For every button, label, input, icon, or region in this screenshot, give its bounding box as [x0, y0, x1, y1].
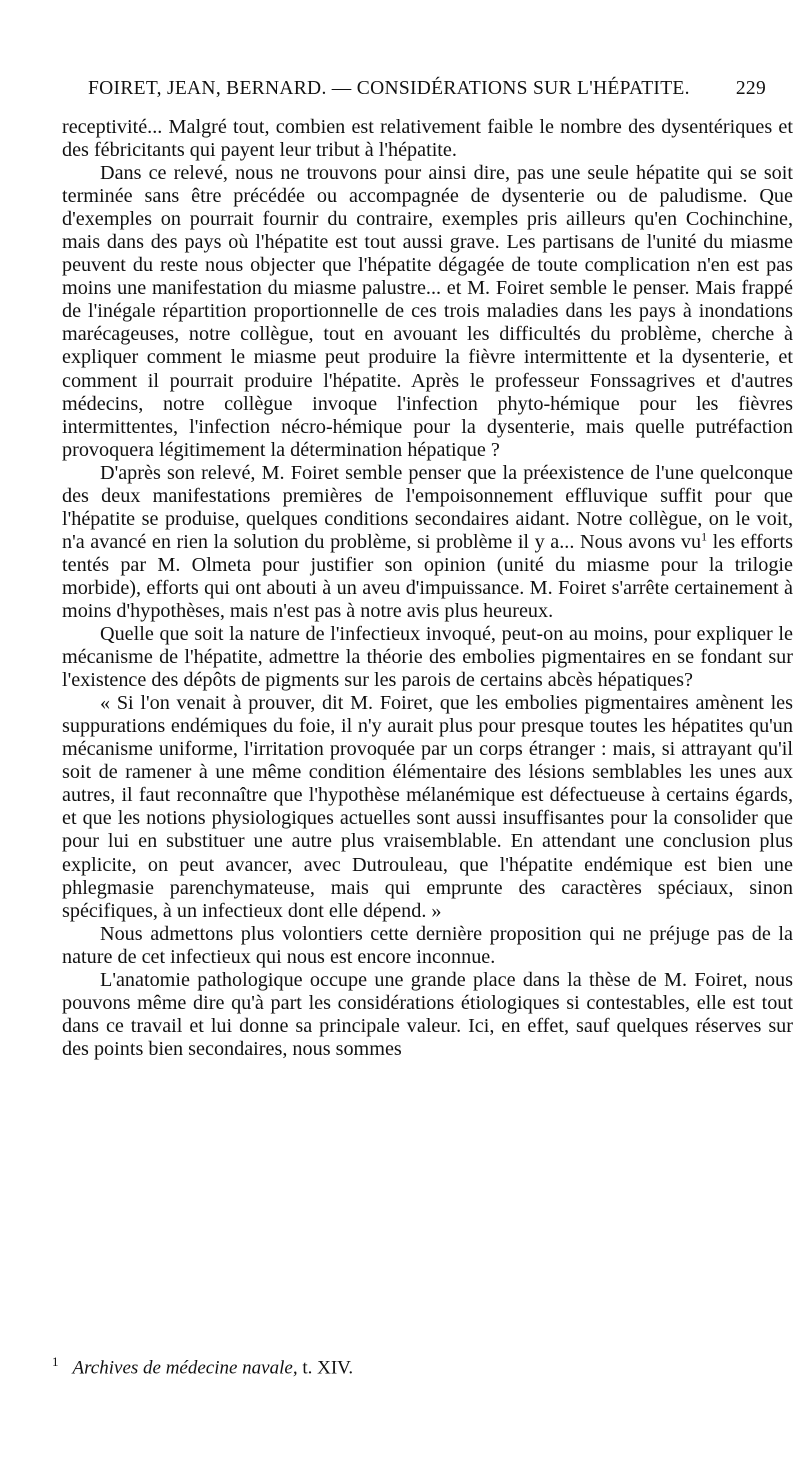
paragraph-5-quotation: « Si l'on venait à prouver, dit M. Foiret, que les embolies pigmentaires amènent les suppurations endémiques du foie, il n'y aurait plus pour presque toutes les hépatites qu'un mécanisme uniforme, l'irritation provoquée par un corps étranger : mais, si attrayant qu'il soit de ramener à une même condition élémentaire des lésions semblables les unes aux autres, il faut reconnaître que l'hypothèse mélanémique est défectueuse à certains égards, et que les notions physiologiques actuelles sont aussi insuffisantes pour la consolider que pour lui en substituer une autre plus vraisemblable. En attendant une conclusion plus explicite, on peut avancer, avec Dutrouleau, que l'hépatite endémique est bien une phlegmasie parenchymateuse, mais qui emprunte des caractères spéciaux, sinon spécifiques, à un infectieux dont elle dépend. »: [62, 692, 793, 922]
running-title: FOIRET, JEAN, BERNARD. — CONSIDÉRATIONS SUR L'HÉPATITE.: [88, 78, 690, 99]
paragraph-3-text-continued: les efforts tentés par M. Olmeta pour justifier son opinion (unité du miasme pour la trilogie morbide), efforts qui ont abouti à un aveu d'impuissance. M. Foiret s'arrête certainement à moins d'hypothèses, mais n'est pas à notre avis plus heureux.: [62, 530, 793, 622]
running-header: [88, 78, 766, 100]
paragraph-4: Quelle que soit la nature de l'infectieux invoqué, peut-on au moins, pour expliquer le mécanisme de l'hépatite, admettre la théorie des embolies pigmentaires en se fondant sur l'existence des dépôts de pigments sur les parois de certains abcès hépatiques?: [62, 623, 793, 692]
paragraph-3-text: D'après son relevé, M. Foiret semble penser que la préexistence de l'une quelconque des deux manifestations premières de l'empoisonnement effluvique suffit pour que l'hépatite se produise, quelques conditions secondaires aidant. Notre collègue, on le voit, n'a avancé en rien la solution du problème, si problème il y a... Nous avons vu: [62, 461, 793, 553]
footnote-journal: Archives de médecine navale,: [72, 1357, 298, 1379]
footnote-volume: t. XIV.: [302, 1357, 354, 1379]
footnote-reference[interactable]: 1: [701, 529, 708, 544]
paragraph-2: Dans ce relevé, nous ne trouvons pour ainsi dire, pas une seule hépatite qui se soit terminée sans être précédée ou accompagnée de dysenterie ou de paludisme. Que d'exemples on pourrait fournir du contraire, exemples pris ailleurs qu'en Cochinchine, mais dans des pays où l'hépatite est tout aussi grave. Les partisans de l'unité du miasme peuvent du reste nous objecter que l'hépatite dégagée de toute complication n'en est pas moins une manifestation du miasme palustre... et M. Foiret semble le penser. Mais frappé de l'inégale répartition proportionnelle de ces trois maladies dans les pays à inondations marécageuses, notre collègue, tout en avouant les difficultés du problème, cherche à expliquer comment le miasme peut produire la fièvre intermittente et la dysenterie, et comment il pourrait produire l'hépatite. Après le professeur Fonssagrives et d'autres médecins, notre collègue invoque l'infection phyto-hémique pour les fièvres intermittentes, l'infection nécro-hémique pour la dysenterie, mais quelle putréfaction provoquera légitimement la détermination hépatique ?: [62, 162, 793, 461]
paragraph-3: [62, 462, 793, 623]
page-number: 229: [735, 78, 766, 99]
body-text: [62, 116, 793, 1061]
paragraph-7: L'anatomie pathologique occupe une grande place dans la thèse de M. Foiret, nous pouvons même dire qu'à part les considérations étiologiques si contestables, elle est tout dans ce travail et lui donne sa principale valeur. Ici, en effet, sauf quelques réserves sur des points bien secondaires, nous sommes: [62, 968, 793, 1060]
paragraph-1: receptivité... Malgré tout, combien est relativement faible le nombre des dysentériques et des fébricitants qui payent leur tribut à l'hépatite.: [62, 116, 793, 162]
paragraph-6: Nous admettons plus volontiers cette dernière proposition qui ne préjuge pas de la nature de cet infectieux qui nous est encore inconnue.: [62, 922, 793, 968]
footnote-marker: 1: [52, 1354, 59, 1369]
footnote: [52, 1354, 752, 1379]
